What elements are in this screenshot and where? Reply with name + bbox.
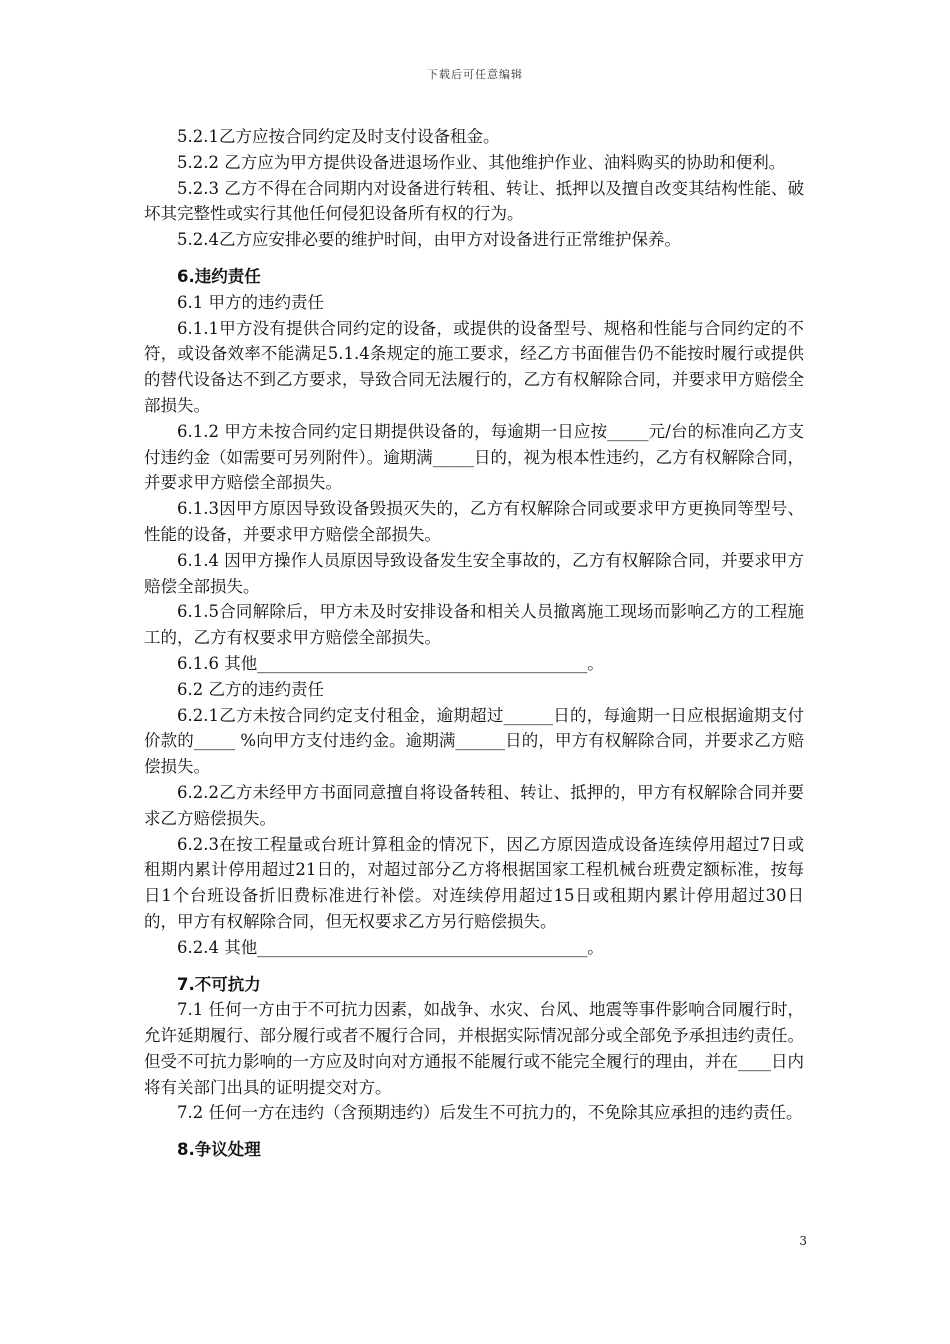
paragraph: 5.2.3 乙方不得在合同期内对设备进行转租、转让、抵押以及擅自改变其结构性能、破坏其完整性或实行其他任何侵犯设备所有权的行为。	[144, 178, 804, 224]
paragraph: 6.1.6 其他________________________________________。	[177, 653, 604, 673]
paragraph: 6.1.3因甲方原因导致设备毁损灭失的，乙方有权解除合同或要求甲方更换同等型号、性能的设备，并要求甲方赔偿全部损失。	[144, 499, 804, 544]
section-heading: 6.违约责任	[177, 266, 261, 286]
paragraph: 6.1.5合同解除后，甲方未及时安排设备和相关人员撤离施工现场而影响乙方的工程施工的，乙方有权要求甲方赔偿全部损失。	[144, 602, 804, 648]
paragraph: 6.1.2 甲方未按合同约定日期提供设备的，每逾期一日应按_____元/台的标准向乙方支付违约金（如需要可另列附件）。逾期满_____日的，视为根本性违约，乙方有权解除合同，并要求甲方赔偿全部损失。	[144, 421, 804, 493]
paragraph: 6.2.3在按工程量或台班计算租金的情况下，因乙方原因造成设备连续停用超过7日或租期内累计停用超过21日的，对超过部分乙方将根据国家工程机械台班费定额标准，按每日1个台班设备折旧费标准进行补偿。对连续停用超过15日或租期内累计停用超过30日的，甲方有权解除合同，但无权要求乙方另行赔偿损失。	[144, 834, 804, 931]
paragraph: 7.1 任何一方由于不可抗力因素，如战争、水灾、台风、地震等事件影响合同履行时，允许延期履行、部分履行或者不履行合同，并根据实际情况部分或全部免予承担违约责任。但受不可抗力影响的一方应及时向对方通报不能履行或不能完全履行的理由，并在____日内将有关部门出具的证明提交对方。	[144, 1000, 804, 1097]
page-number: 3	[799, 1234, 807, 1248]
page-header: 下载后可任意编辑	[427, 68, 523, 81]
paragraph: 6.1.4 因甲方操作人员原因导致设备发生安全事故的，乙方有权解除合同，并要求甲方赔偿全部损失。	[144, 550, 804, 596]
paragraph: 5.2.2 乙方应为甲方提供设备进退场作业、其他维护作业、油料购买的协助和便利。	[177, 152, 786, 172]
paragraph: 7.2 任何一方在违约（含预期违约）后发生不可抗力的，不免除其应承担的违约责任。	[177, 1103, 803, 1123]
paragraph: 5.2.4乙方应安排必要的维护时间，由甲方对设备进行正常维护保养。	[177, 230, 681, 250]
paragraph: 6.2.1乙方未按合同约定支付租金，逾期超过______日的，每逾期一日应根据逾期支付价款的_____ %向甲方支付违约金。逾期满______日的，甲方有权解除合同，并要求乙方赔偿损失。	[144, 705, 804, 777]
paragraph: 6.2.2乙方未经甲方书面同意擅自将设备转租、转让、抵押的，甲方有权解除合同并要求乙方赔偿损失。	[144, 782, 804, 828]
paragraph: 6.1.1甲方没有提供合同约定的设备，或提供的设备型号、规格和性能与合同约定的不符，或设备效率不能满足5.1.4条规定的施工要求，经乙方书面催告仍不能按时履行或提供的替代设备达不到乙方要求，导致合同无法履行的，乙方有权解除合同，并要求甲方赔偿全部损失。	[144, 318, 804, 415]
paragraph: 6.1 甲方的违约责任	[177, 292, 324, 312]
paragraph: 5.2.1乙方应按合同约定及时支付设备租金。	[177, 127, 500, 146]
section-heading: 7.不可抗力	[177, 974, 261, 994]
paragraph: 6.2.4 其他________________________________________。	[177, 937, 604, 957]
section-heading: 8.争议处理	[177, 1140, 261, 1160]
document-body	[144, 124, 804, 1163]
paragraph: 6.2 乙方的违约责任	[177, 679, 324, 699]
